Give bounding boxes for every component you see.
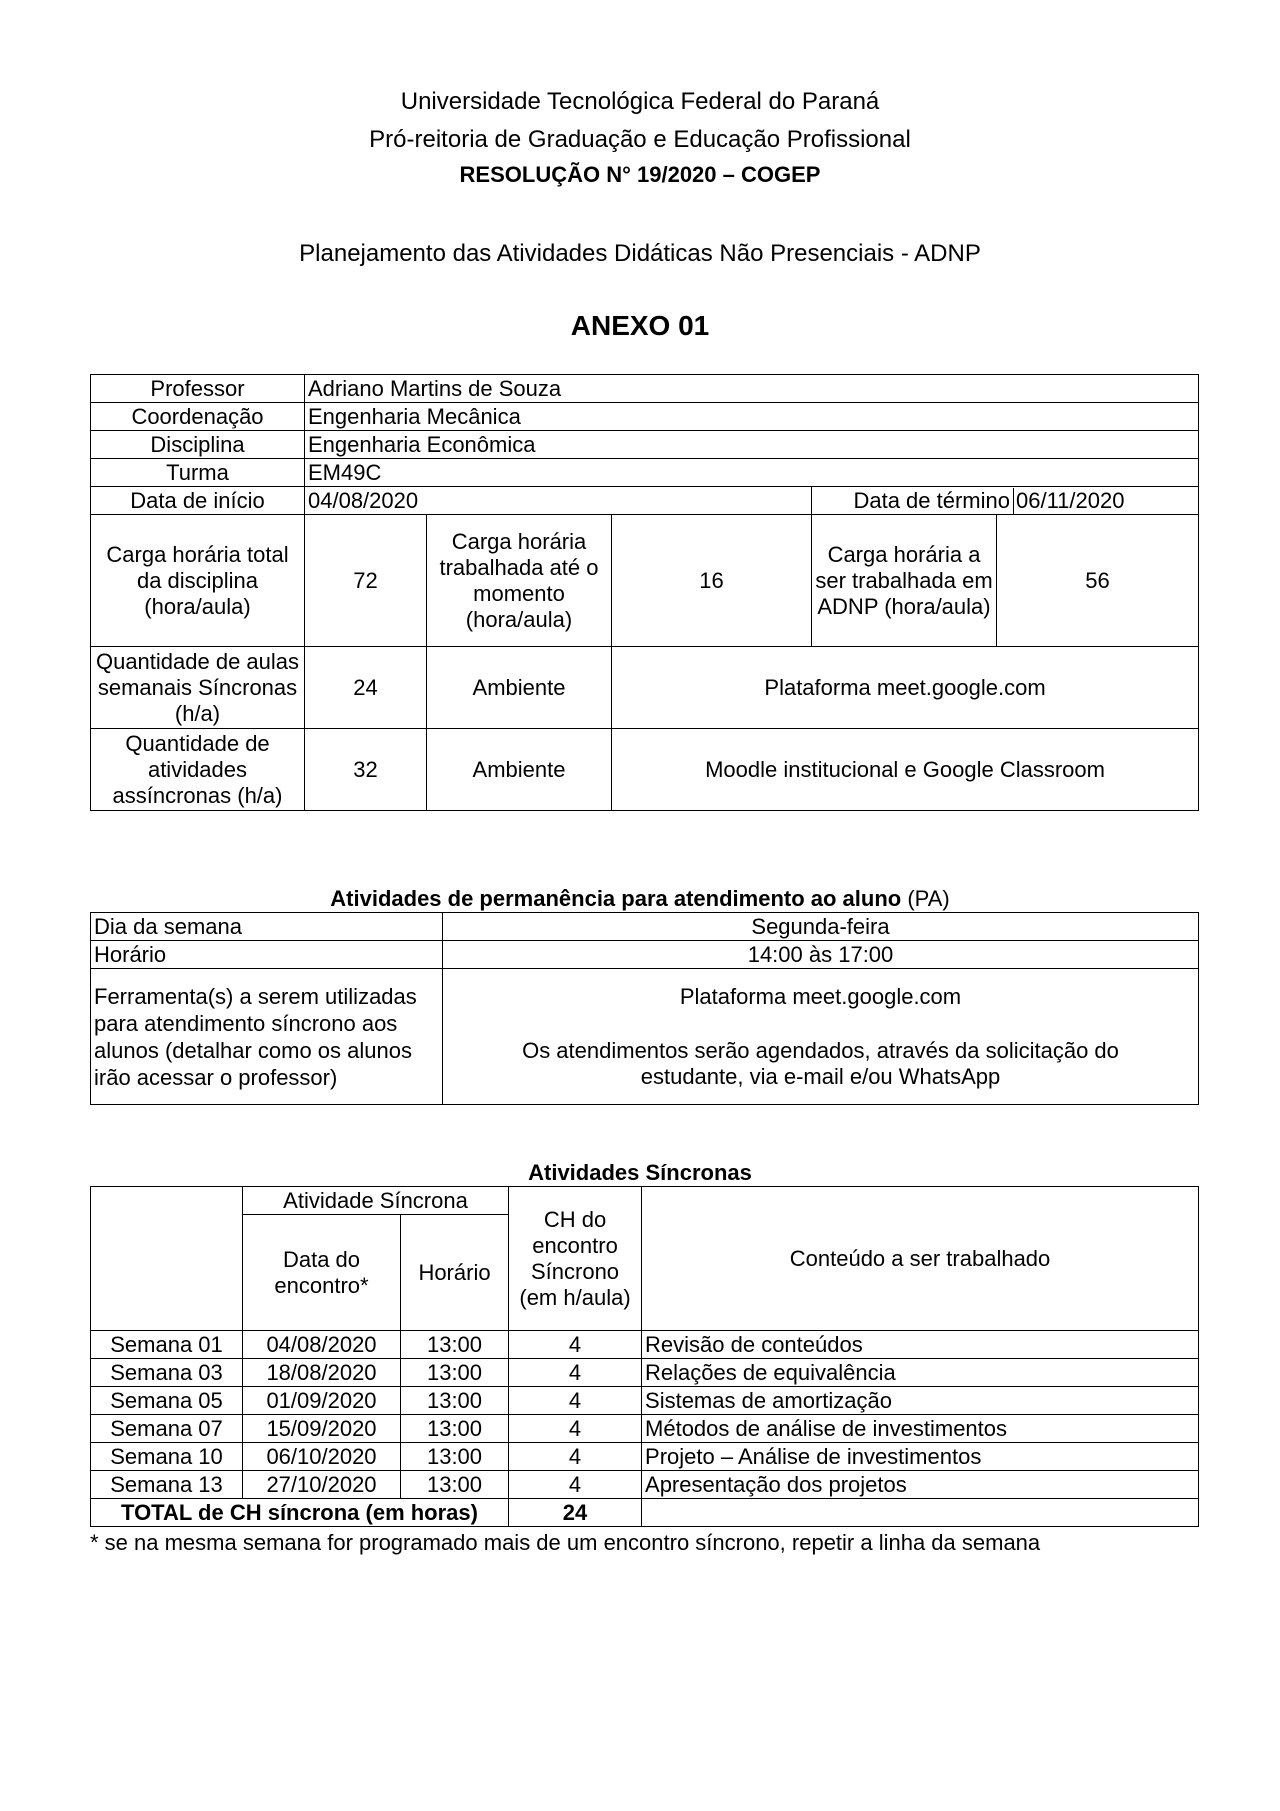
assincronas-ambiente-value: Moodle institucional e Google Classroom — [612, 729, 1199, 811]
turma-value: EM49C — [305, 459, 1199, 487]
pa-ferramenta-platform: Plataforma meet.google.com — [679, 983, 962, 1009]
row-data: 27/10/2020 — [243, 1471, 401, 1499]
sync-footnote: * se na mesma semana for programado mais de um encontro síncrono, repetir a linha da semana — [90, 1530, 1041, 1555]
row-conteudo: Apresentação dos projetos — [642, 1471, 1199, 1499]
data-inicio-label: Data de início — [91, 487, 305, 515]
row-horario: 13:00 — [401, 1415, 509, 1443]
sync-header-data: Data do encontro* — [243, 1215, 401, 1331]
row-horario: 13:00 — [401, 1359, 509, 1387]
pa-title-bold: Atividades de permanência para atendimento ao aluno — [330, 886, 902, 911]
table-row — [91, 1387, 1199, 1415]
university-name: Universidade Tecnológica Federal do Paraná — [400, 88, 880, 115]
professor-value: Adriano Martins de Souza — [305, 375, 1199, 403]
row-ch: 4 — [509, 1359, 642, 1387]
ch-adnp-value: 56 — [997, 515, 1199, 647]
row-ch: 4 — [509, 1415, 642, 1443]
row-data: 15/09/2020 — [243, 1415, 401, 1443]
turma-label: Turma — [91, 459, 305, 487]
row-data: 06/10/2020 — [243, 1443, 401, 1471]
course-info-table — [90, 374, 1199, 811]
sync-header-horario: Horário — [401, 1215, 509, 1331]
row-data: 04/08/2020 — [243, 1331, 401, 1359]
data-termino-value: 06/11/2020 — [1013, 488, 1198, 514]
row-semana: Semana 10 — [91, 1443, 243, 1471]
pa-title-rest: (PA) — [901, 886, 950, 911]
pa-table — [90, 912, 1199, 1105]
pa-dia-value: Segunda-feira — [443, 913, 1199, 941]
coordenacao-label: Coordenação — [91, 403, 305, 431]
table-row — [91, 1443, 1199, 1471]
annex-title: ANEXO 01 — [570, 310, 710, 341]
table-row — [91, 1331, 1199, 1359]
coordenacao-value: Engenharia Mecânica — [305, 403, 1199, 431]
sincronas-label: Quantidade de aulas semanais Síncronas (h/a) — [91, 647, 305, 729]
pa-ferramenta-note: Os atendimentos serão agendados, através da solicitação do estudante, via e-mail e/ou WhatsApp — [522, 1037, 1119, 1089]
row-semana: Semana 01 — [91, 1331, 243, 1359]
table-row — [91, 1471, 1199, 1499]
row-semana: Semana 05 — [91, 1387, 243, 1415]
sync-table — [90, 1186, 1199, 1527]
sync-total-value: 24 — [509, 1499, 642, 1527]
sync-header-conteudo: Conteúdo a ser trabalhado — [642, 1187, 1199, 1331]
sync-header-empty — [91, 1187, 243, 1331]
ch-total-value: 72 — [305, 515, 427, 647]
sincronas-value: 24 — [305, 647, 427, 729]
disciplina-label: Disciplina — [91, 431, 305, 459]
disciplina-value: Engenharia Econômica — [305, 431, 1199, 459]
row-horario: 13:00 — [401, 1331, 509, 1359]
table-row — [91, 1415, 1199, 1443]
row-conteudo: Projeto – Análise de investimentos — [642, 1443, 1199, 1471]
row-horario: 13:00 — [401, 1471, 509, 1499]
ch-adnp-label: Carga horária a ser trabalhada em ADNP (hora/aula) — [812, 515, 997, 647]
row-horario: 13:00 — [401, 1443, 509, 1471]
assincronas-ambiente-label: Ambiente — [427, 729, 612, 811]
data-termino-cell — [812, 487, 1199, 515]
pa-title — [0, 886, 1280, 912]
table-row — [91, 1359, 1199, 1387]
ch-trabalhada-value: 16 — [612, 515, 812, 647]
row-horario: 13:00 — [401, 1387, 509, 1415]
ch-trabalhada-label: Carga horária trabalhada até o momento (hora/aula) — [427, 515, 612, 647]
sync-title: Atividades Síncronas — [528, 1160, 752, 1185]
row-conteudo: Revisão de conteúdos — [642, 1331, 1199, 1359]
resolution-number: RESOLUÇÃO N° 19/2020 – COGEP — [459, 162, 821, 187]
assincronas-value: 32 — [305, 729, 427, 811]
sync-total-label: TOTAL de CH síncrona (em horas) — [91, 1499, 509, 1527]
row-conteudo: Sistemas de amortização — [642, 1387, 1199, 1415]
sync-header-ch: CH do encontro Síncrono (em h/aula) — [509, 1187, 642, 1331]
planning-title: Planejamento das Atividades Didáticas Não Presenciais - ADNP — [299, 240, 981, 267]
row-semana: Semana 03 — [91, 1359, 243, 1387]
row-ch: 4 — [509, 1471, 642, 1499]
row-data: 18/08/2020 — [243, 1359, 401, 1387]
pro-reitoria: Pró-reitoria de Graduação e Educação Profissional — [369, 126, 911, 153]
row-semana: Semana 13 — [91, 1471, 243, 1499]
pa-ferramenta-label: Ferramenta(s) a serem utilizadas para atendimento síncrono aos alunos (detalhar como os alunos irão acessar o professor) — [91, 969, 443, 1105]
data-termino-label: Data de término — [853, 487, 1010, 513]
assincronas-label: Quantidade de atividades assíncronas (h/a) — [91, 729, 305, 811]
pa-horario-value: 14:00 às 17:00 — [443, 941, 1199, 969]
row-ch: 4 — [509, 1443, 642, 1471]
sincronas-ambiente-label: Ambiente — [427, 647, 612, 729]
data-inicio-value: 04/08/2020 — [305, 487, 812, 515]
row-semana: Semana 07 — [91, 1415, 243, 1443]
row-conteudo: Métodos de análise de investimentos — [642, 1415, 1199, 1443]
sincronas-ambiente-value: Plataforma meet.google.com — [612, 647, 1199, 729]
sync-header-group: Atividade Síncrona — [243, 1187, 509, 1215]
professor-label: Professor — [91, 375, 305, 403]
row-data: 01/09/2020 — [243, 1387, 401, 1415]
row-ch: 4 — [509, 1331, 642, 1359]
ch-total-label: Carga horária total da disciplina (hora/aula) — [91, 515, 305, 647]
pa-horario-label: Horário — [91, 941, 443, 969]
pa-ferramenta-value — [443, 969, 1199, 1105]
row-ch: 4 — [509, 1387, 642, 1415]
row-conteudo: Relações de equivalência — [642, 1359, 1199, 1387]
pa-dia-label: Dia da semana — [91, 913, 443, 941]
sync-total-empty — [642, 1499, 1199, 1527]
